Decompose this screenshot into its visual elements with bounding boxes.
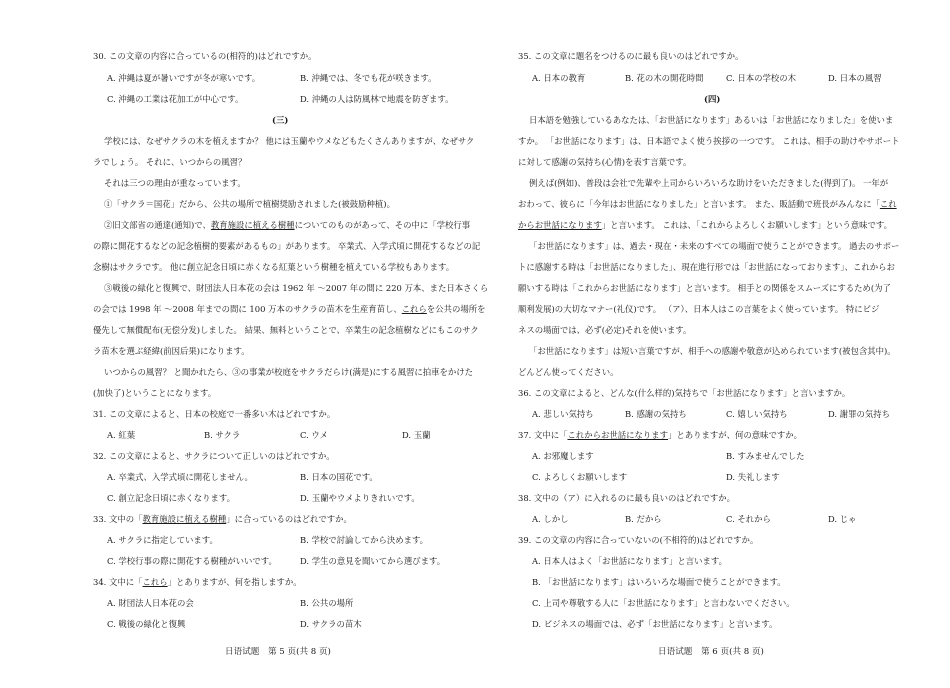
- passage-3-line: ラでしょう。 それに、いつからの風習？: [93, 157, 247, 167]
- passage-4-line: [518, 220, 892, 231]
- question-30-stem: 30. この文章の内容に合っているの(相符的)はどれですか。: [93, 51, 317, 61]
- q35-option-c: C. 日本の学校の木: [726, 73, 797, 83]
- question-38-stem: 38. 文中の（ア）に入れるのに最も良いのはどれですか。: [518, 493, 735, 503]
- q32-option-c: C. 創立記念日頃に赤くなります。: [107, 493, 236, 503]
- question-32-stem: 32. この文章によると、サクラについて正しいのはどれですか。: [93, 451, 335, 461]
- q37-option-d: D. 失礼します: [726, 472, 780, 482]
- passage-4-line: 日本語を勉強しているあなたは、「お世話になります」あるいは「お世話になりました」を使いま: [529, 115, 894, 125]
- question-33-stem: [93, 514, 352, 525]
- question-36-stem: 36. この文章によると、どんな(什么样的)気持ちで「お世話になります」と言いますか。: [518, 388, 851, 398]
- question-31-stem: 31. この文章によると、日本の校庭で一番多い木はどれですか。: [93, 409, 336, 419]
- passage-4-line: ネスの場面では、必ず(必定)それを使います。: [518, 325, 692, 335]
- text-fragment: の会では 1998 年 ～2008 年までの間に 100 万本のサクラの苗木を生産育苗し、: [93, 304, 402, 314]
- page-footer: 日语试题 第 5 页(共 8 页): [225, 647, 331, 657]
- q30-option-a: A. 沖縄は夏が暑いですが冬が寒いです。: [107, 73, 261, 83]
- passage-3-line: 念樹はサクラです。 他に創立記念日頃に赤くなる紅葉という樹種を植えている学校もあります。: [93, 262, 455, 272]
- passage-3-line: ラ苗木を選ぶ経緯(前因后果)になります。: [93, 346, 250, 356]
- q39-option-a: A. 日本人はよく「お世話になります」と言います。: [532, 556, 727, 566]
- underlined-phrase: これら: [142, 577, 168, 587]
- text-fragment: についてのものがあって、その中に「学校行事: [294, 220, 471, 230]
- q31-option-b: B. サクラ: [204, 430, 241, 440]
- passage-4-line: どんどん使ってください。: [518, 367, 619, 377]
- q30-option-d: D. 沖縄の人は防風林で地震を防ぎます。: [300, 94, 454, 104]
- q39-option-c: C. 上司や尊敬する人に「お世話になります」と言わないでください。: [532, 598, 795, 608]
- section-4-heading: (四): [704, 94, 721, 104]
- text-fragment: 34. 文中に「: [93, 577, 143, 587]
- q34-option-a: A. 財団法人日本花の会: [107, 598, 194, 608]
- text-fragment: 33. 文中の「: [93, 514, 143, 524]
- q39-option-b: B. 「お世話になります」はいろいろな場面で使うことができます。: [532, 577, 786, 587]
- passage-3-line: ①「サクラ＝国花」だから、公共の場所で植樹奨励されました(被鼓励种植)。: [104, 199, 395, 209]
- text-fragment: 」に合っているのはどれですか。: [226, 514, 352, 524]
- q36-option-c: C. 嬉しい気持ち: [726, 409, 788, 419]
- text-fragment: 」とありますが、何の意味ですか。: [667, 430, 802, 440]
- q35-option-b: B. 花の木の開花時間: [625, 73, 704, 83]
- passage-3-line: それは三つの理由が重なっています。: [104, 178, 246, 188]
- section-3-heading: (三): [272, 115, 289, 125]
- right-page: [475, 0, 950, 688]
- q30-option-c: C. 沖縄の工業は花加工が中心です。: [107, 94, 244, 104]
- passage-4-line: [518, 199, 897, 210]
- q32-option-d: D. 玉蘭やウメよりきれいです。: [300, 493, 420, 503]
- passage-4-line: 「お世話になります」は、過去・現在・未来のすべての場面で使うことができます。 過去のサポー: [529, 241, 900, 251]
- underlined-phrase: 教育施設に植える樹種: [142, 514, 227, 524]
- passage-4-line: 顺利发展)の大切なマナー(礼仪)です。 （ア）、日本人はこの言葉をよく使っています。 特にビジ: [518, 304, 880, 314]
- q37-option-c: C. よろしくお願いします: [532, 472, 628, 482]
- underlined-phrase: これからお世話になります: [567, 430, 668, 440]
- text-fragment: おわって、彼らに「今年はお世話になりました」と言います。 また、販話動で班長がみんなに「: [518, 199, 880, 209]
- question-35-stem: 35. この文章に題名をつけるのに最も良いのはどれですか。: [518, 51, 744, 61]
- passage-3-line: ③戦後の緑化と復興で、財団法人日本花の会は 1962 年 ～2007 年の間に 220 万本、また日本さくら: [104, 283, 489, 293]
- passage-3-line: 学校には、なぜサクラの木を植えますか？ 他には玉蘭やウメなどもたくさんありますが、なぜサク: [104, 136, 475, 146]
- q31-option-a: A. 紅葉: [107, 430, 136, 440]
- q38-option-b: B. だから: [625, 514, 662, 524]
- q35-option-d: D. 日本の風習: [828, 73, 882, 83]
- underlined-phrase: これ: [879, 199, 897, 209]
- q38-option-a: A. しかし: [532, 514, 569, 524]
- passage-3-line: (加快了)ということになります。: [93, 388, 217, 398]
- passage-3-line: [93, 304, 486, 315]
- underlined-phrase: これら: [401, 304, 427, 314]
- q36-option-d: D. 謝罪の気持ち: [828, 409, 890, 419]
- q32-option-b: B. 日本の国花です。: [300, 472, 378, 482]
- passage-4-line: 願いする時は「これからお世話になります」と言います。 相手との関係をスムーズにするため(为了: [518, 283, 891, 293]
- text-fragment: 」とありますが、何を指しますか。: [167, 577, 302, 587]
- underlined-phrase: 教育施設に植える樹種: [210, 220, 295, 230]
- passage-4-line: に対して感謝の気持ち(心情)を表す言葉です。: [518, 157, 692, 167]
- q37-option-a: A. お邪魔します: [532, 451, 594, 461]
- question-37-stem: [518, 430, 802, 441]
- q38-option-c: C. それから: [726, 514, 771, 524]
- q38-option-d: D. じゃ: [828, 514, 857, 524]
- q33-option-d: D. 学生の意見を聞いてから選びます。: [300, 556, 446, 566]
- q30-option-b: B. 沖縄では、冬でも花が咲きます。: [300, 73, 437, 83]
- q31-option-c: C. ウメ: [300, 430, 328, 440]
- q36-option-b: B. 感謝の気持ち: [625, 409, 687, 419]
- question-39-stem: 39. この文章の内容に合っていないの(不相符的)はどれですか。: [518, 535, 759, 545]
- text-fragment: 37. 文中に「: [518, 430, 568, 440]
- q31-option-d: D. 玉蘭: [402, 430, 431, 440]
- q32-option-a: A. 卒業式、入学式頃に開花しません。: [107, 472, 253, 482]
- q36-option-a: A. 悲しい気持ち: [532, 409, 594, 419]
- passage-4-line: トに感謝する時は「お世話になりました」、現在進行形では「お世話になっております」、これからお: [518, 262, 895, 272]
- passage-4-line: すか。 「お世話になります」は、日本語でよく使う挨拶の一つです。 これは、相手の助けやサポート: [518, 136, 900, 146]
- text-fragment: ②旧文部省の通達(通知)で、: [104, 220, 211, 230]
- q33-option-a: A. サクラに指定しています。: [107, 535, 218, 545]
- passage-3-line: いつからの風習？ と聞かれたら、③の事業が校庭をサクラだらけ(满是)にする風習に拍車をかけた: [104, 367, 473, 377]
- question-34-stem: [93, 577, 302, 588]
- q34-option-c: C. 戦後の緑化と復興: [107, 619, 186, 629]
- underlined-phrase: からお世話になります: [518, 220, 602, 230]
- text-fragment: 」と言います。 これは、「これからよろしくお願いします」という意味です。: [601, 220, 892, 230]
- q33-option-b: B. 学校で討論してから決めます。: [300, 535, 429, 545]
- page-footer: 日语试题 第 6 页(共 8 页): [658, 647, 764, 657]
- q35-option-a: A. 日本の教育: [532, 73, 586, 83]
- passage-3-line: 優先して無償配布(无偿分发)しました。 結果、無料ということで、卒業生の記念植樹などにもこのサク: [93, 325, 479, 335]
- passage-3-line: の際に開花するなどの記念植樹的要素があるもの」があります。 卒業式、入学式頃に開花するなどの記: [93, 241, 481, 251]
- q33-option-c: C. 学校行事の際に開花する樹種がいいです。: [107, 556, 277, 566]
- passage-4-line: 「お世話になります」は短い言葉ですが、相手への感謝や敬意が込められています(被包含其中)。: [529, 346, 896, 356]
- q39-option-d: D. ビジネスの場面では、必ず「お世話になります」と言います。: [532, 619, 778, 629]
- q34-option-d: D. サクラの苗木: [300, 619, 362, 629]
- text-fragment: を公共の場所を: [426, 304, 486, 314]
- passage-3-line: [104, 220, 470, 231]
- q37-option-b: B. すみませんでした: [726, 451, 805, 461]
- passage-4-line: 例えば(例如)、普段は会社で先輩や上司からいろいろな助けをいただきました(得到了)。 一年が: [529, 178, 889, 188]
- q34-option-b: B. 公共の場所: [300, 598, 354, 608]
